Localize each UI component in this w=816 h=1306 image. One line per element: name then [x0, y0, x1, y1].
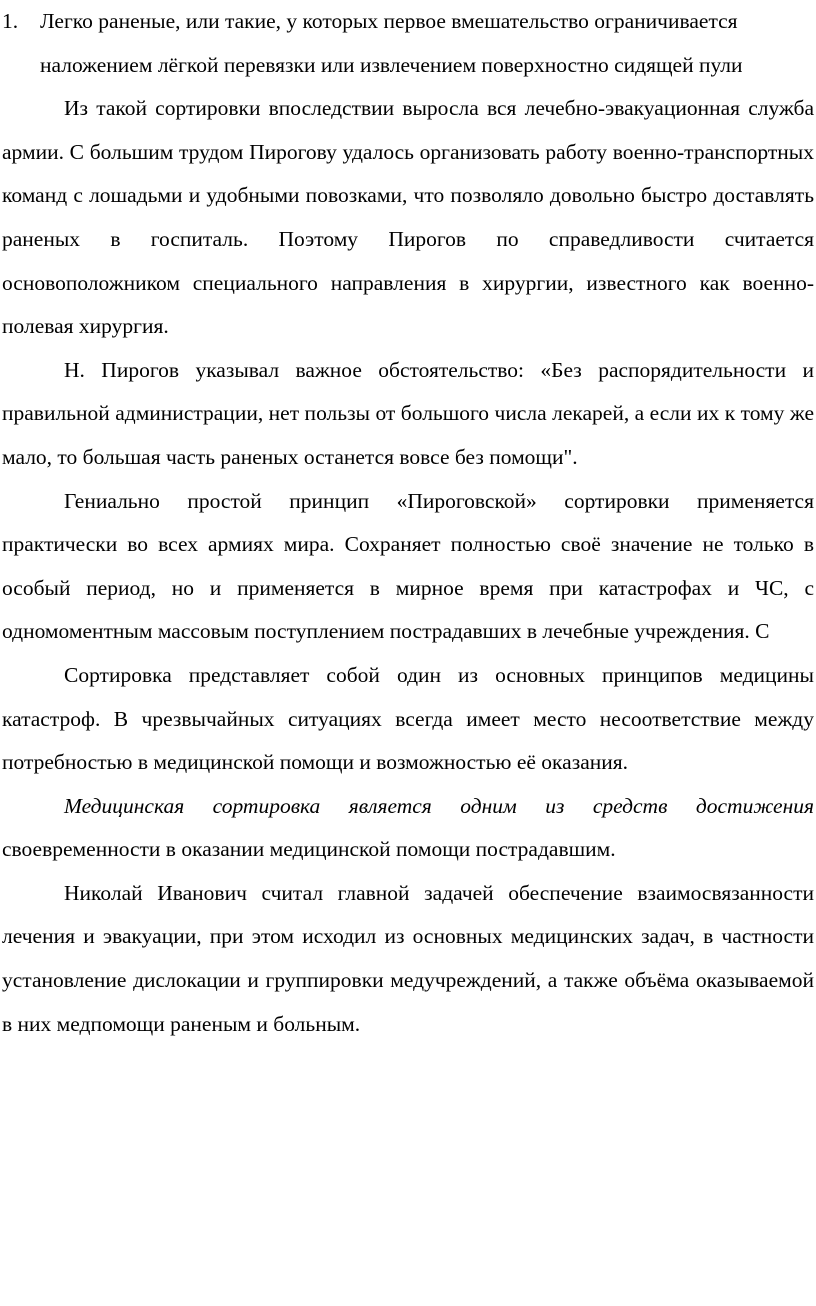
paragraph-disaster-medicine: Сортировка представляет собой один из основных принципов медицины катастроф. В чрезвычайных ситуациях всегда имеет место несоответствие между потребностью в медицинской помощи и возможностью её оказания. — [2, 662, 814, 775]
paragraph-triage-principle: Гениально простой принцип «Пироговской» сортировки применяется практически во всех армиях мира. Сохраняет полностью своё значение не только в особый период, но и применяется в мирное время при катастрофах и ЧС, с одномоментным массовым поступлением пострадавших в лечебные учреждения. С — [2, 488, 814, 644]
list-item — [2, 0, 814, 87]
definition-continuation: своевременности в оказании медицинской помощи пострадавшим. — [2, 837, 616, 862]
italic-definition: Медицинская сортировка является одним из средств достижения — [64, 793, 814, 818]
list-item-text: Легко раненые, или такие, у которых первое вмешательство ограничивается наложением лёгкой перевязки или извлечением поверхностно сидящей пули — [40, 9, 743, 77]
paragraph-pirogov-quote: Н. Пирогов указывал важное обстоятельство: «Без распорядительности и правильной администрации, нет пользы от большого числа лекарей, а если их к тому же мало, то большая часть раненых останется вовсе без помощи". — [2, 357, 814, 469]
paragraph-triage-definition — [2, 785, 814, 872]
paragraph-pirogov-tasks: Николай Иванович считал главной задачей обеспечение взаимосвязанности лечения и эвакуации, при этом исходил из основных медицинских задач, в частности установление дислокации и группировки медучреждений, а также объёма оказываемой в них медпомощи раненым и больным. — [2, 880, 814, 1036]
list-number: 1. — [2, 9, 19, 33]
paragraph-triage-evacuation: Из такой сортировки впоследствии выросла вся лечебно-эвакуационная служба армии. С большим трудом Пирогову удалось организовать работу военно-транспортных команд с лошадьми и удобными повозками, что позволяло довольно быстро доставлять раненых в госпиталь. Поэтому Пирогов по справедливости считается основоположником специального направления в хирургии, известного как военно-полевая хирургия. — [2, 96, 814, 339]
